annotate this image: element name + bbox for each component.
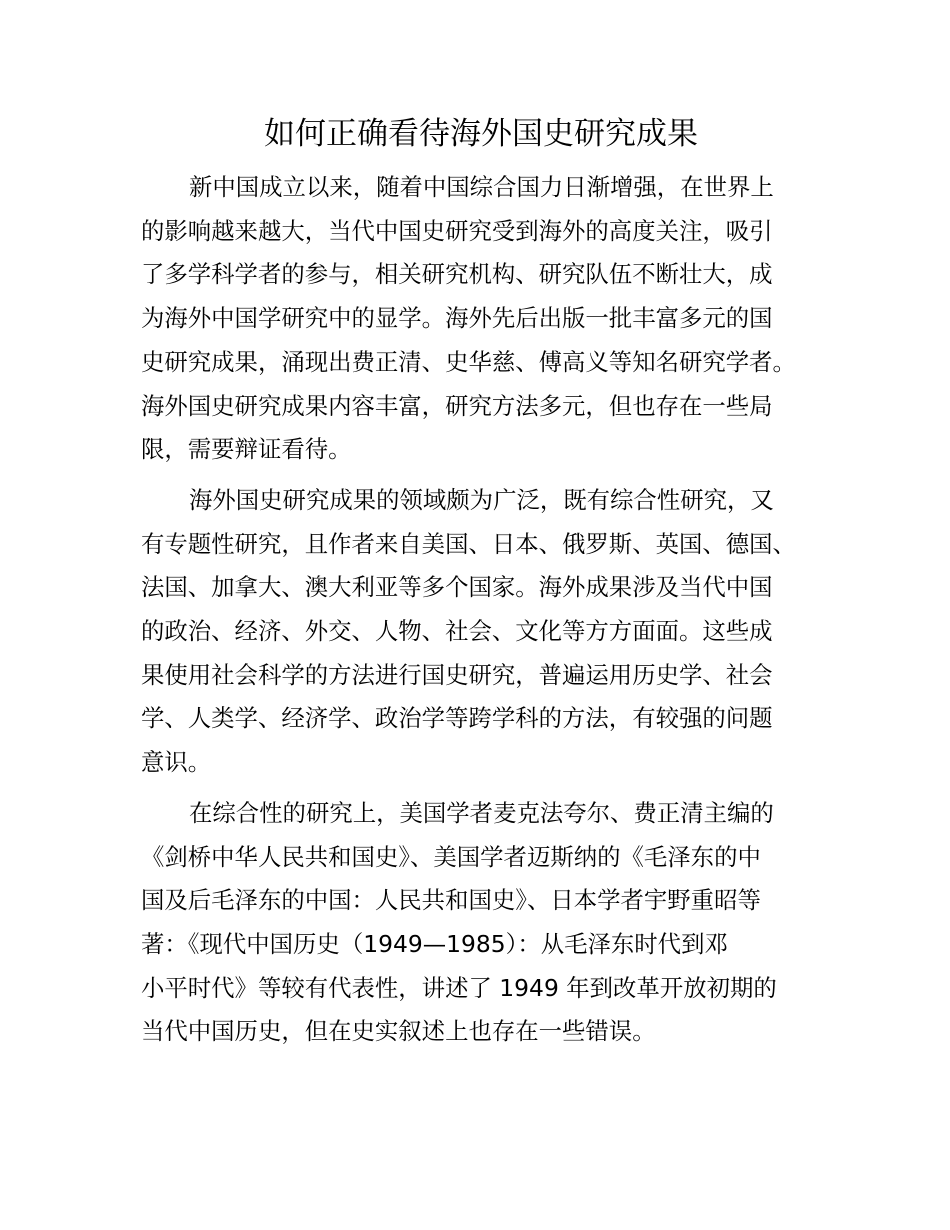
paragraph-line: 海外国史研究成果的领域颇为广泛，既有综合性研究，又 xyxy=(189,485,774,514)
paragraph-line: 意识。 xyxy=(141,748,212,777)
paragraph-line: 了多学科学者的参与，相关研究机构、研究队伍不断壮大，成 xyxy=(141,260,773,289)
paragraph-line: 为海外中国学研究中的显学。海外先后出版一批丰富多元的国 xyxy=(141,304,773,333)
paragraph-3 xyxy=(141,792,821,1054)
paragraph-2 xyxy=(141,479,821,785)
paragraph-line: 的影响越来越大，当代中国史研究受到海外的高度关注，吸引 xyxy=(141,216,773,245)
paragraph-line: 当代中国历史，但在史实叙述上也存在一些错误。 xyxy=(141,1017,656,1046)
paragraph-line: 法国、加拿大、澳大利亚等多个国家。海外成果涉及当代中国 xyxy=(141,573,773,602)
paragraph-line: 小平时代》等较有代表性，讲述了 1949 年到改革开放初期的 xyxy=(141,973,777,1002)
paragraph-line: 在综合性的研究上，美国学者麦克法夸尔、费正清主编的 xyxy=(189,798,774,827)
paragraph-line: 海外国史研究成果内容丰富，研究方法多元，但也存在一些局 xyxy=(141,391,773,420)
paragraph-line: 的政治、经济、外交、人物、社会、文化等方方面面。这些成 xyxy=(141,617,773,646)
paragraph-line: 学、人类学、经济学、政治学等跨学科的方法，有较强的问题 xyxy=(141,704,773,733)
document-page xyxy=(141,112,821,1061)
paragraph-line: 《剑桥中华人民共和国史》、美国学者迈斯纳的《毛泽东的中 xyxy=(141,842,761,871)
paragraph-line: 史研究成果，涌现出费正清、史华慈、傅高义等知名研究学者。 xyxy=(141,347,796,376)
paragraph-1 xyxy=(141,166,821,472)
paragraph-line: 限，需要辩证看待。 xyxy=(141,435,352,464)
paragraph-line: 果使用社会科学的方法进行国史研究，普遍运用历史学、社会 xyxy=(141,660,773,689)
document-title: 如何正确看待海外国史研究成果 xyxy=(264,116,698,152)
paragraph-line: 新中国成立以来，随着中国综合国力日渐增强，在世界上 xyxy=(189,173,774,201)
paragraph-line: 著：《现代中国历史（1949—1985）：从毛泽东时代到邓 xyxy=(141,929,728,958)
paragraph-line: 国及后毛泽东的中国：人民共和国史》、日本学者宇野重昭等 xyxy=(141,886,761,915)
paragraph-line: 有专题性研究，且作者来自美国、日本、俄罗斯、英国、德国、 xyxy=(141,529,796,558)
